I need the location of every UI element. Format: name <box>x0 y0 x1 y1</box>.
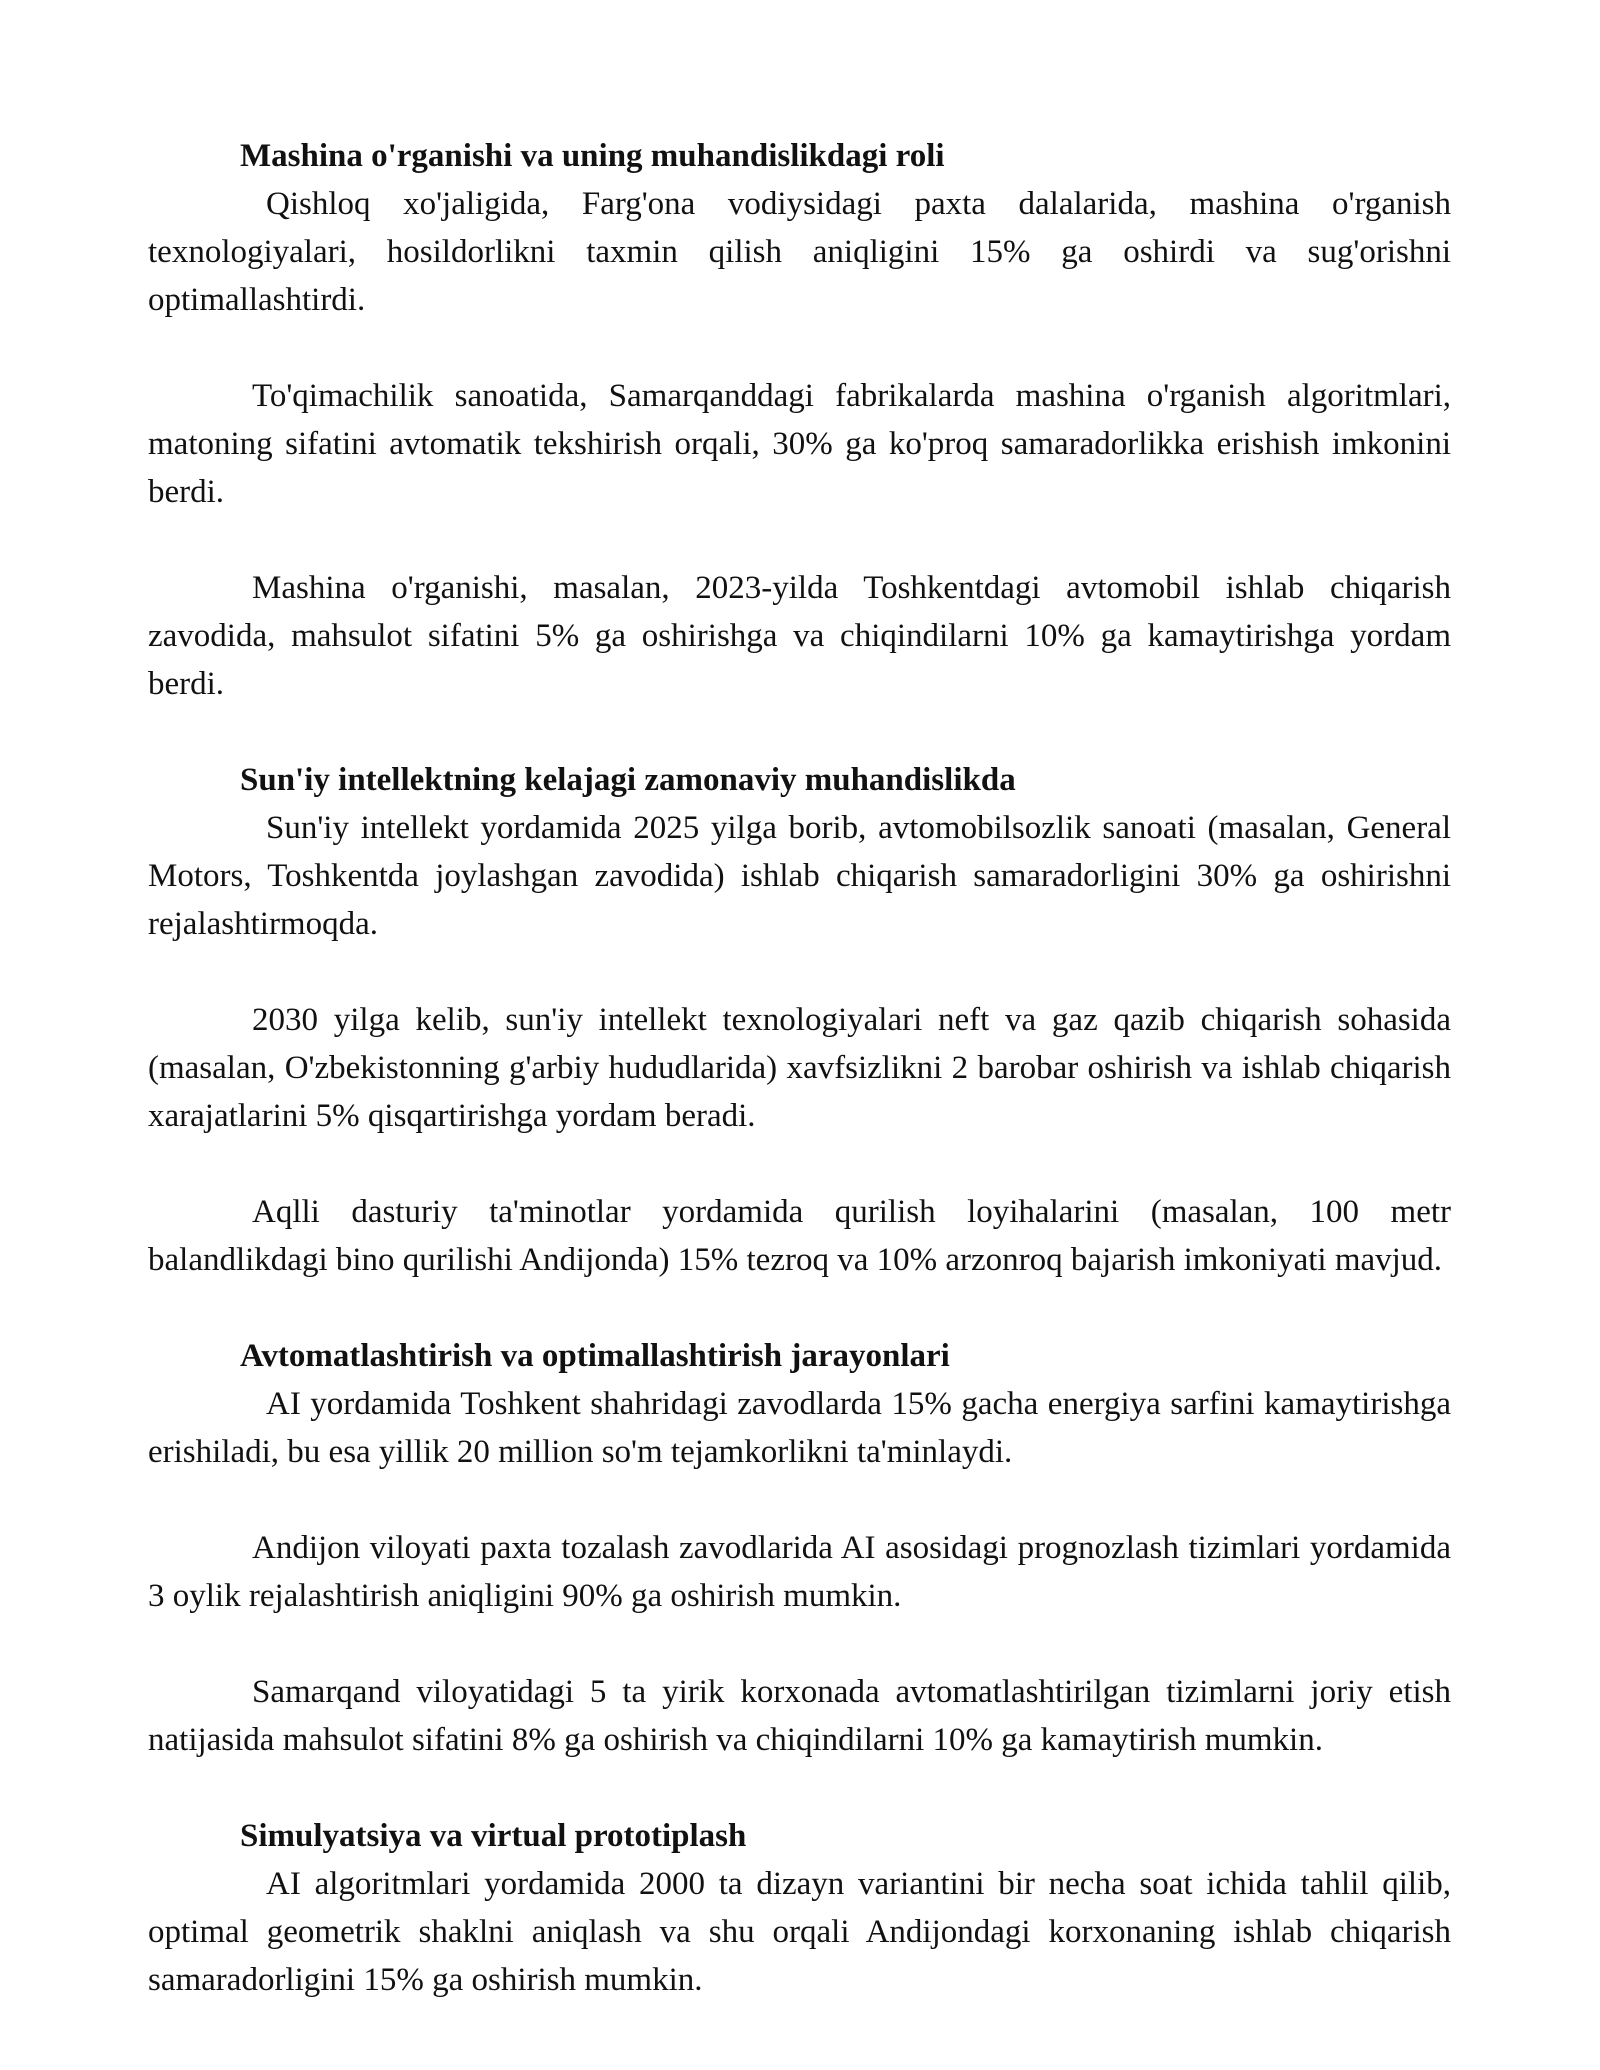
paragraph: Samarqand viloyatidagi 5 ta yirik korxonada avtomatlashtirilgan tizimlarni joriy etish natijasida mahsulot sifatini 8% ga oshirish va chiqindilarni 10% ga kamaytirish mumkin. <box>148 1674 1451 1758</box>
section-machine-learning <box>148 132 1451 708</box>
paragraph: Andijon viloyati paxta tozalash zavodlarida AI asosidagi prognozlash tizimlari yordamida 3 oylik rejalashtirish aniqligini 90% ga oshirish mumkin. <box>148 1530 1451 1614</box>
section-heading: Sun'iy intellektning kelajagi zamonaviy muhandislikda <box>240 762 1016 798</box>
document-page <box>148 132 1451 2052</box>
paragraph: To'qimachilik sanoatida, Samarqanddagi fabrikalarda mashina o'rganish algoritmlari, matoning sifatini avtomatik tekshirish orqali, 30% ga ko'proq samaradorlikka erishish imkonini berdi. <box>148 378 1451 510</box>
paragraph: 2030 yilga kelib, sun'iy intellekt texnologiyalari neft va gaz qazib chiqarish sohasida (masalan, O'zbekistonning g'arbiy hududlarida) xavfsizlikni 2 barobar oshirish va ishlab chiqarish xarajatlarini 5% qisqartirishga yordam beradi. <box>148 1002 1451 1134</box>
section-automation <box>148 1332 1451 1764</box>
paragraph: Aqlli dasturiy ta'minotlar yordamida qurilish loyihalarini (masalan, 100 metr balandlikdagi bino qurilishi Andijonda) 15% tezroq va 10% arzonroq bajarish imkoniyati mavjud. <box>148 1194 1451 1278</box>
section-ai-future <box>148 756 1451 1284</box>
section-simulation <box>148 1812 1451 2004</box>
paragraph: Mashina o'rganishi, masalan, 2023-yilda Toshkentdagi avtomobil ishlab chiqarish zavodida, mahsulot sifatini 5% ga oshirishga va chiqindilarni 10% ga kamaytirishga yordam berdi. <box>148 570 1451 702</box>
section-heading: Simulyatsiya va virtual prototiplash <box>240 1818 747 1854</box>
paragraph: AI algoritmlari yordamida 2000 ta dizayn variantini bir necha soat ichida tahlil qilib, optimal geometrik shaklni aniqlash va shu orqali Andijondagi korxonaning ishlab chiqarish samaradorligini 15% ga oshirish mumkin. <box>148 1866 1451 1998</box>
section-heading: Avtomatlashtirish va optimallashtirish jarayonlari <box>240 1338 950 1374</box>
paragraph: AI yordamida Toshkent shahridagi zavodlarda 15% gacha energiya sarfini kamaytirishga erishiladi, bu esa yillik 20 million so'm tejamkorlikni ta'minlaydi. <box>148 1386 1451 1470</box>
paragraph: Qishloq xo'jaligida, Farg'ona vodiysidagi paxta dalalarida, mashina o'rganish texnologiyalari, hosildorlikni taxmin qilish aniqligini 15% ga oshirdi va sug'orishni optimallashtirdi. <box>148 186 1451 318</box>
section-heading: Mashina o'rganishi va uning muhandislikdagi roli <box>240 138 945 174</box>
paragraph: Sun'iy intellekt yordamida 2025 yilga borib, avtomobilsozlik sanoati (masalan, General Motors, Toshkentda joylashgan zavodida) ishlab chiqarish samaradorligini 30% ga oshirishni rejalashtirmoqda. <box>148 810 1451 942</box>
